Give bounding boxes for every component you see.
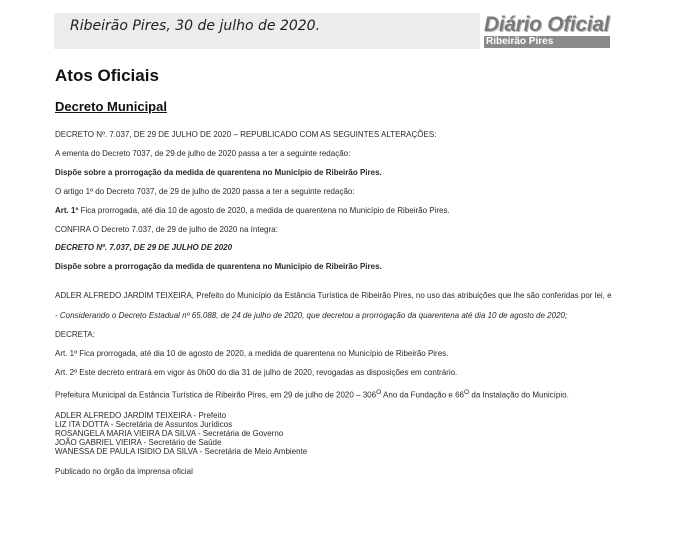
prefeitura-pre: Prefeitura Municipal da Estância Turística de Ribeirão Pires, em 29 de julho de 2020 – 306: [55, 390, 377, 400]
header-date: Ribeirão Pires, 30 de julho de 2020.: [70, 18, 321, 34]
logo-subtitle: Ribeirão Pires: [484, 36, 610, 48]
art1-label: Art. 1º: [55, 206, 79, 215]
republished-line: DECRETO Nº. 7.037, DE 29 DE JULHO DE 2020 – REPUBLICADO COM AS SEGUINTES ALTERAÇÕES:: [55, 130, 437, 139]
signatory: ROSANGELA MARIA VIEIRA DA SILVA - Secretária de Governo: [55, 429, 284, 438]
prefeitura-mid: Ano da Fundação e 66: [381, 390, 464, 400]
decree-heading: DECRETO Nº. 7.037, DE 29 DE JULHO DE 2020: [55, 243, 233, 252]
ementa-intro: A ementa do Decreto 7037, de 29 de julho de 2020 passa a ter a seguinte redação:: [55, 149, 351, 158]
signatory: LIZ ITA DOTTA - Secretária de Assuntos Jurídicos: [55, 420, 233, 429]
sup-o-2: O: [464, 389, 470, 396]
confira-line: CONFIRA O Decreto 7.037, de 29 de julho de 2020 na íntegra:: [55, 225, 278, 234]
art1-final: Art. 1º Fica prorrogada, até dia 10 de agosto de 2020, a medida de quarentena no Município de Ribeirão Pires.: [55, 349, 449, 358]
prefeitura-post: da Instalação do Município.: [469, 390, 569, 400]
sup-o-1: O: [376, 389, 382, 396]
decreta: DECRETA:: [55, 330, 95, 339]
ementa-text: Dispõe sobre a prorrogação da medida de quarentena no Município de Ribeirão Pires.: [55, 168, 382, 177]
decree-ementa: Dispõe sobre a prorrogação da medida de quarentena no Município de Ribeirão Pires.: [55, 262, 382, 271]
signatory: ADLER ALFREDO JARDIM TEIXEIRA - Prefeito: [55, 411, 227, 420]
art2-final: Art. 2º Este decreto entrará em vigor às 0h00 do dia 31 de julho de 2020, revogadas as disposições em contrário.: [55, 368, 458, 377]
section-title: Atos Oficiais: [55, 66, 159, 85]
prefeitura-line: [55, 389, 569, 400]
publication-note: Publicado no órgão da imprensa oficial: [55, 467, 193, 476]
art1-text: Fica prorrogada, até dia 10 de agosto de 2020, a medida de quarentena no Município de Ribeirão Pires.: [78, 206, 450, 215]
art1-line: [55, 206, 450, 215]
considering: - Considerando o Decreto Estadual nº 65.088, de 24 de julho de 2020, que decretou a prorrogação da quarentena até dia 10 de agosto de 2020;: [55, 311, 568, 320]
signatory: JOÃO GABRIEL VIEIRA - Secretário de Saúde: [55, 438, 222, 447]
decree-title: Decreto Municipal: [55, 99, 167, 114]
diario-oficial-logo: [480, 13, 614, 49]
logo-title: Diário Oficial: [484, 13, 610, 36]
preamble: ADLER ALFREDO JARDIM TEIXEIRA, Prefeito do Município da Estância Turística de Ribeirão Pires, no uso das atribuições que lhe são conferidas por lei, e: [55, 291, 612, 300]
art1-intro: O artigo 1º do Decreto 7037, de 29 de julho de 2020 passa a ter a seguinte redação:: [55, 187, 355, 196]
signatory: WANESSA DE PAULA ISIDIO DA SILVA - Secretária de Meio Ambiente: [55, 447, 308, 456]
